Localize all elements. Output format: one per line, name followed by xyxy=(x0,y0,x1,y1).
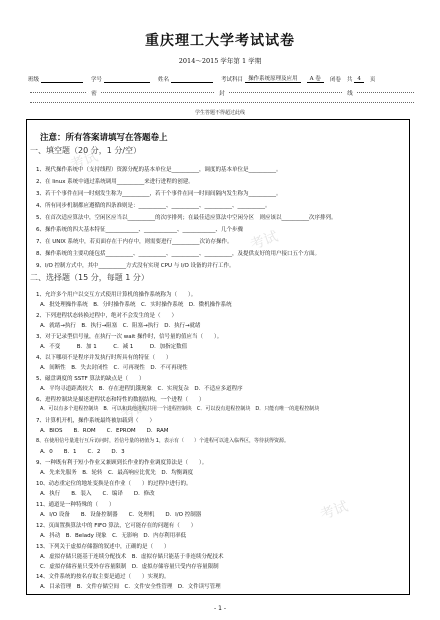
choice-question: 12、页面置换算法中的 FIFO 算法，它可能存在的问题有（ ） xyxy=(36,523,197,529)
choice-question: 14、文件系统的按名存取主要是通过（ ）实现的。 xyxy=(36,574,170,580)
seal-line-lower xyxy=(30,102,414,103)
choice-options: C．虚拟存储容量只受外存容量限制 D．虚拟存储容量只受内存容量限制 xyxy=(40,564,219,570)
seal-xian: 线 xyxy=(343,89,357,97)
choice-options: A．就绪→执行 B．执行→阻塞 C．阻塞→执行 D．执行→就绪 xyxy=(40,323,201,329)
choice-options: A．I/O 设备 B．设备控制器 C．处理机 D．I/O 控制器 xyxy=(40,512,202,518)
choice-question: 2、下列进程状态转换过程中，绝对不会发生的是（ ） xyxy=(36,313,178,319)
choice-options: A．不变 B．加 1 C．减 1 D．加指定数值 xyxy=(40,344,188,350)
fill-question: 6、操作系统的四大基本特征____________、____________、____________、几个步骤 xyxy=(36,227,244,233)
pages-value: 4 xyxy=(354,76,364,83)
choice-options: A．0 B．1 C．2 D．3 xyxy=(40,449,125,455)
name-label: 姓名 xyxy=(158,77,170,83)
fill-question: 9、I/O 控制方式中，其中__________方式没有实现 CPU 与 I/O 设备的并行工作。 xyxy=(36,263,235,269)
choice-options: A．目录管理 B．文件存储空间 C．文件安全性管理 D．文件读写管理 xyxy=(40,584,221,590)
exam-info-row xyxy=(28,74,418,83)
fill-question: 8、操作系统的主要功能包括__________、__________、__________、__________，及提供友好的用户接口五个方面。 xyxy=(36,251,321,257)
choice-question: 3、对于记录型信号量，在执行一次 wait 操作时，信号量的值应当（ ）。 xyxy=(36,334,223,340)
choice-options: A．可以有多个进程控制块 B．可以和其他进程共用一个进程控制块 C．可以没有进程控制块 D．只能有唯一的进程控制块 xyxy=(40,406,320,412)
watermark: 考试 xyxy=(68,148,101,174)
subject-value: 操作系统原理及应用 xyxy=(245,74,301,83)
page-number: - 1 - xyxy=(214,605,226,612)
choice-options: A．执行 B．装入 C．编译 D．修改 xyxy=(40,491,155,497)
fill-question: 2、在 linux 系统中通过系统调用__________来进行进程的创建。 xyxy=(36,179,194,185)
class-label: 班级 xyxy=(28,77,40,83)
section-choice-heading: 二、选择题（15 分，每题 1 分） xyxy=(30,273,149,282)
fill-question: 5、在首次适应算法中，空闲区应当以__________的次序排列；在最佳适应算法中空闲分区 则应该以__________次序排列。 xyxy=(36,215,337,221)
choice-question: 10、动态重定位的地址变换是在作业（ ）的过程中进行的。 xyxy=(36,481,192,487)
choice-options: A．虚拟存储只能基于连续分配技术 B．虚拟存储只能基于非连续分配技术 xyxy=(40,554,224,560)
fill-question: 3、若干个事件在同一时刻发生称为__________，若干个事件在同一时间间隔内发生称为__________。 xyxy=(36,191,282,197)
student-id-blank xyxy=(104,76,150,83)
paper-type: A 卷 xyxy=(307,74,324,83)
choice-options: A．抖动 B．Belady 现象 C．无影响 D．内存利用率低 xyxy=(40,533,187,539)
subject-label: 考试科目 xyxy=(221,77,244,83)
seal-warning: 学生答题不得超过此线 xyxy=(194,110,245,116)
exam-note: 注意：所有答案请填写在答题卷上 xyxy=(40,133,168,143)
pages-prefix: 共 xyxy=(346,77,353,83)
student-id-label: 学号 xyxy=(91,77,103,83)
choice-question: 13、下列关于虚拟存储器的叙述中，正确的是（ ） xyxy=(36,544,170,550)
exam-subtitle: 2014～2015 学年第 1 学期 xyxy=(178,57,262,65)
seal-labels xyxy=(30,89,414,97)
section-fill-heading: 一、填空题（20 分，1 分/空） xyxy=(30,146,142,155)
fill-question: 7、在 UNIX 系统中，若页面存在于内存中，则需要进行__________次访存操作。 xyxy=(36,239,233,245)
choice-question: 1、允许多个用户以交互方式使用计算机的操作系统称为（ ）。 xyxy=(36,292,197,298)
watermark: 考试 xyxy=(248,228,281,254)
seal-feng: 封 xyxy=(215,89,229,97)
choice-options: A．先来先服务 B．轮转 C．最高响应比优先 D．均衡调度 xyxy=(40,470,194,476)
fill-question: 1、现代操作系统中（支持线程）资源分配的基本单位是__________，调度的基本单位是__________。 xyxy=(36,167,282,173)
pages-suffix: 页 xyxy=(369,77,376,83)
fill-question: 4、所有同步机制都应遵循的四条准则是：__________、__________、__________、__________。 xyxy=(36,203,271,209)
choice-options: A．平均寻道距离较大 B．存在进程饥饿现象 C．实现复杂 D．不适应多道程序 xyxy=(40,386,243,392)
exam-title: 重庆理工大学考试试卷 xyxy=(145,33,295,49)
watermark: 考试 xyxy=(118,398,151,424)
choice-question: 8、在使用信号量进行互斥访问时，若信号量的初值为 1，表示有（ ）个进程可以进入临界区，等待获得资源。 xyxy=(36,438,289,444)
choice-question: 4、以下哪项不是程序并发执行时所具有的特征（ ） xyxy=(36,355,172,361)
closed-book: 闭卷 xyxy=(329,77,341,83)
name-blank xyxy=(171,76,213,83)
choice-question: 11、通道是一种特殊的（ ） xyxy=(36,502,115,508)
choice-question: 7、计算机开机，操作系统最终被加载到（ ） xyxy=(36,418,156,424)
choice-question: 6、进程控制块是描述进程状态和特性的数据结构，一个进程（ ） xyxy=(36,397,205,403)
choice-options: A．间断性 B．失去封闭性 C．可再现性 D．不可再现性 xyxy=(40,365,188,371)
seal-mi: 密 xyxy=(87,89,101,97)
choice-options: A．批处理操作系统 B．分时操作系统 C．实时操作系统 D．微机操作系统 xyxy=(40,302,232,308)
choice-options: A．BIOS B．ROM C．EPROM D．RAM xyxy=(40,428,169,434)
watermark: 考试 xyxy=(318,498,351,524)
choice-question: 9、一种既有利于短小作业又兼顾到长作业的作业调度算法是（ ）。 xyxy=(36,460,208,466)
class-blank xyxy=(41,76,83,83)
choice-question: 5、磁盘调度的 SSTF 算法的缺点是（ ） xyxy=(36,376,145,382)
